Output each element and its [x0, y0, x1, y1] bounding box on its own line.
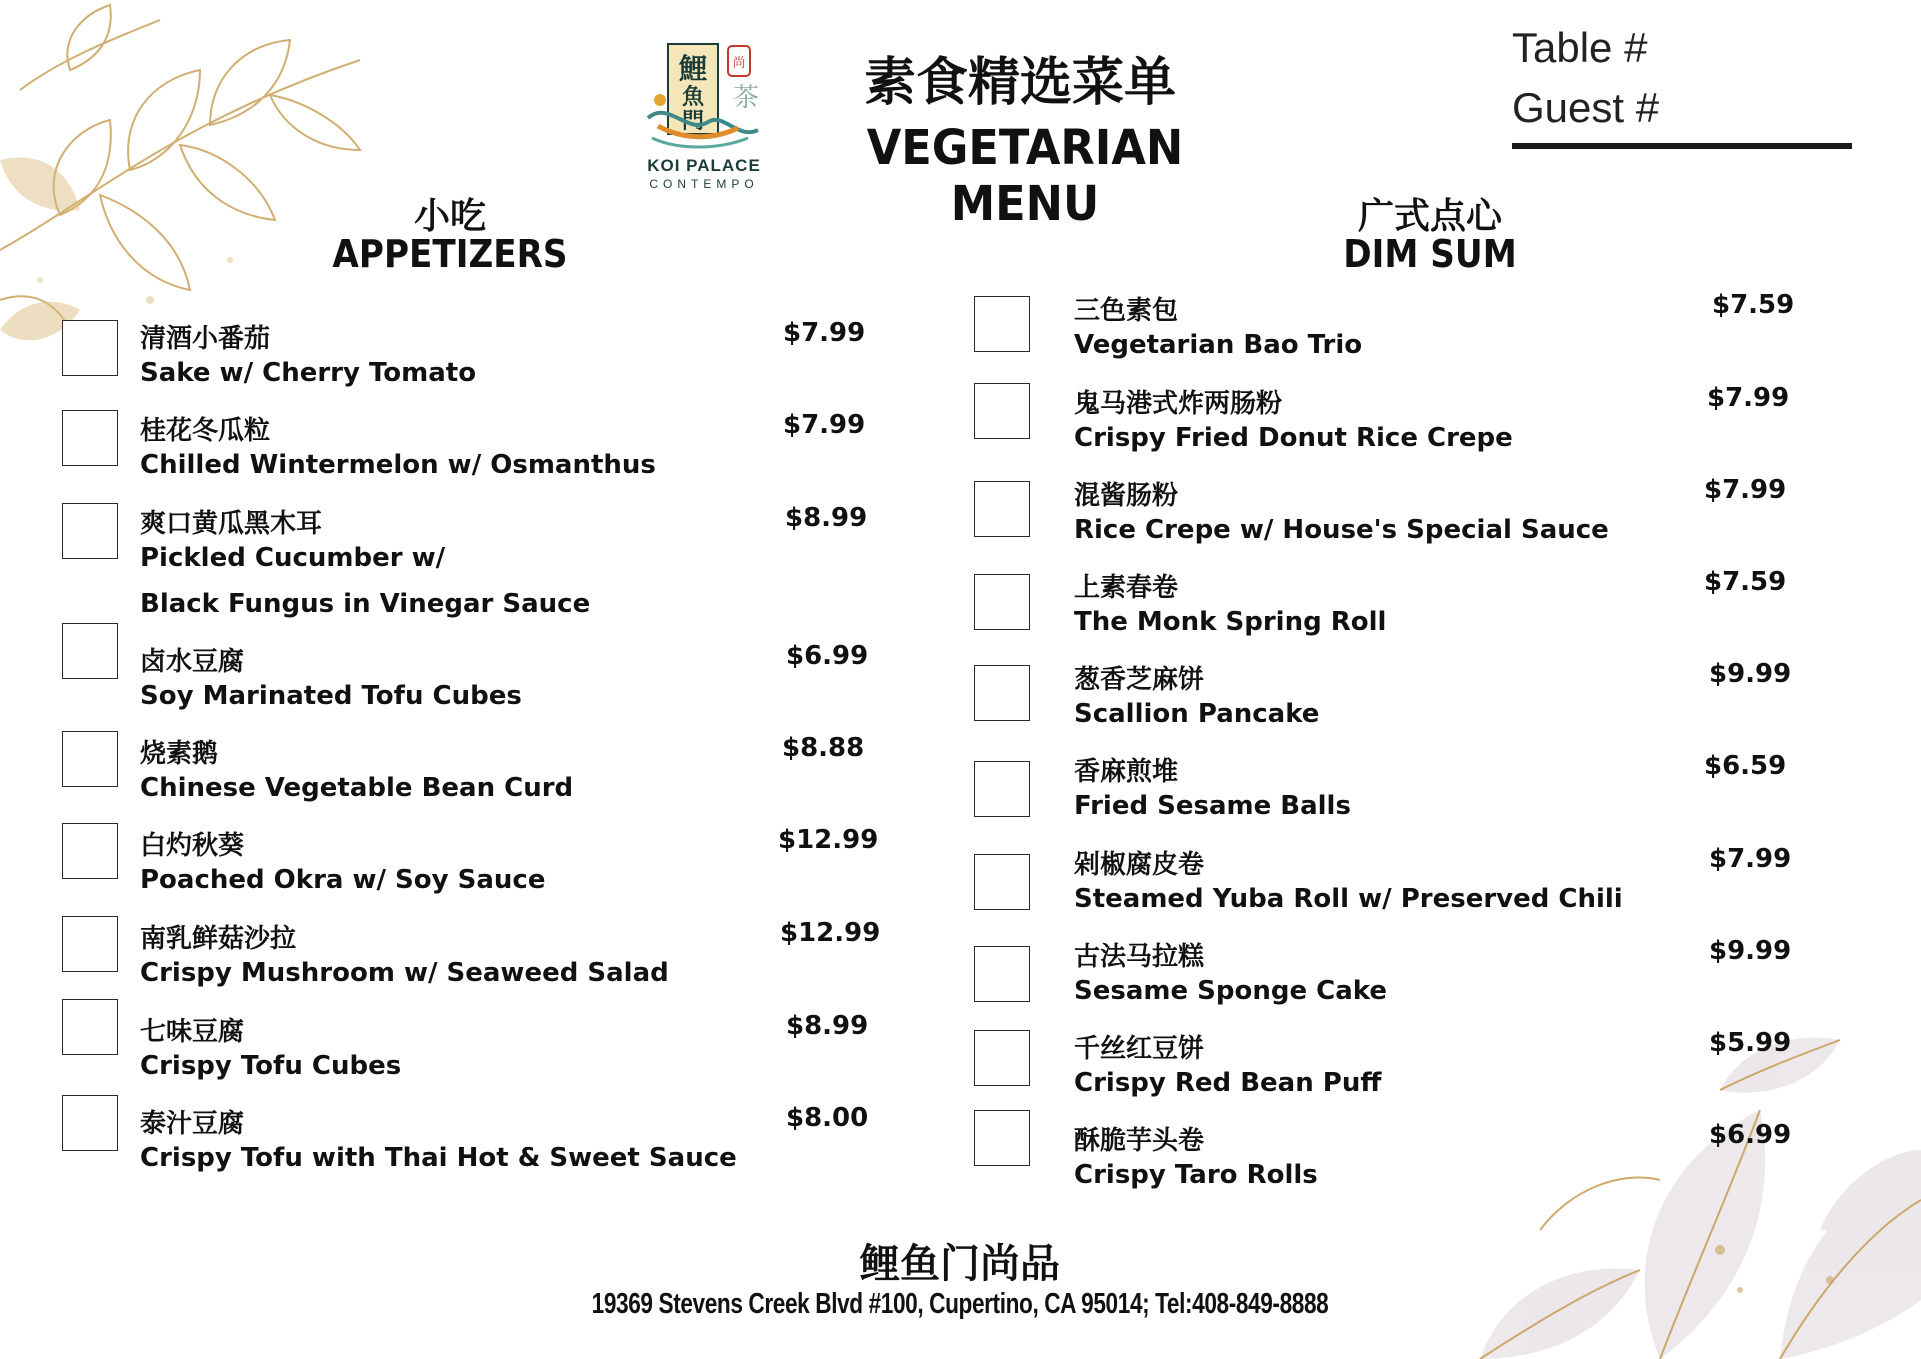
menu-item-checkbox[interactable] — [974, 296, 1030, 352]
menu-item-chinese-name: 白灼秋葵 — [140, 831, 245, 861]
menu-item-checkbox[interactable] — [62, 623, 118, 679]
menu-item-english-name: Sesame Sponge Cake — [1074, 976, 1388, 1006]
menu-item-chinese-name: 七味豆腐 — [140, 1017, 245, 1047]
menu-item-chinese-name: 清酒小番茄 — [140, 324, 271, 354]
menu-item-english-name: Crispy Taro Rolls — [1074, 1160, 1318, 1190]
menu-item-checkbox[interactable] — [62, 999, 118, 1055]
logo-subname: CONTEMPO — [649, 177, 759, 191]
table-number-label: Table # — [1512, 24, 1648, 71]
menu-item-checkbox[interactable] — [974, 854, 1030, 910]
pale-leaf-decoration-icon — [1360, 1000, 1921, 1359]
appetizers-heading: APPETIZERS — [332, 232, 568, 276]
menu-item-chinese-name: 千丝红豆饼 — [1074, 1034, 1205, 1064]
svg-text:茶: 茶 — [732, 83, 760, 113]
dimsum-heading-chinese: 广式点心 — [1357, 195, 1502, 237]
menu-item-english-name: Crispy Red Bean Puff — [1074, 1068, 1382, 1098]
menu-item-english-name: Black Fungus in Vinegar Sauce — [140, 589, 591, 619]
svg-text:鯉: 鯉 — [678, 52, 708, 85]
menu-item-chinese-name: 上素春卷 — [1074, 573, 1179, 603]
menu-item-chinese-name: 古法马拉糕 — [1074, 942, 1205, 972]
menu-item-checkbox[interactable] — [62, 823, 118, 879]
menu-item-english-name: Crispy Tofu with Thai Hot & Sweet Sauce — [140, 1143, 737, 1173]
menu-item-price: $9.99 — [1709, 659, 1792, 689]
menu-item-english-name: Chilled Wintermelon w/ Osmanthus — [140, 450, 656, 480]
menu-item-price: $9.99 — [1709, 936, 1792, 966]
svg-text:魚: 魚 — [681, 84, 705, 110]
menu-item-price: $6.99 — [1709, 1120, 1792, 1150]
svg-text:尚: 尚 — [732, 56, 746, 71]
gold-leaf-decoration-icon — [0, 0, 420, 360]
menu-item-price: $7.59 — [1704, 567, 1787, 597]
menu-item-english-name: Poached Okra w/ Soy Sauce — [140, 865, 546, 895]
menu-item-chinese-name: 烧素鹅 — [140, 739, 219, 769]
guest-number-label: Guest # — [1512, 84, 1660, 131]
menu-item-checkbox[interactable] — [974, 481, 1030, 537]
menu-item-chinese-name: 卤水豆腐 — [140, 647, 245, 677]
restaurant-address: 19369 Stevens Creek Blvd #100, Cupertino, CA 95014; Tel:408-849-8888 — [591, 1288, 1329, 1320]
menu-item-chinese-name: 混酱肠粉 — [1074, 481, 1179, 511]
menu-item-price: $7.99 — [1709, 844, 1792, 874]
menu-item-english-name: Rice Crepe w/ House's Special Sauce — [1074, 515, 1609, 545]
menu-item-chinese-name: 葱香芝麻饼 — [1074, 665, 1205, 695]
menu-item-price: $6.59 — [1704, 751, 1787, 781]
svg-text:門: 門 — [681, 108, 705, 134]
menu-item-english-name: Crispy Mushroom w/ Seaweed Salad — [140, 958, 669, 988]
menu-item-checkbox[interactable] — [974, 1030, 1030, 1086]
menu-item-price: $12.99 — [780, 918, 881, 948]
menu-item-chinese-name: 鬼马港式炸两肠粉 — [1074, 389, 1283, 419]
menu-item-chinese-name: 剁椒腐皮卷 — [1074, 850, 1205, 880]
menu-item-english-name: Crispy Fried Donut Rice Crepe — [1074, 423, 1513, 453]
menu-item-chinese-name: 桂花冬瓜粒 — [140, 416, 271, 446]
menu-item-checkbox[interactable] — [974, 1110, 1030, 1166]
appetizers-heading-chinese: 小吃 — [413, 195, 486, 237]
menu-item-checkbox[interactable] — [974, 574, 1030, 630]
menu-item-checkbox[interactable] — [974, 665, 1030, 721]
menu-item-english-name: Chinese Vegetable Bean Curd — [140, 773, 574, 803]
menu-item-checkbox[interactable] — [974, 761, 1030, 817]
menu-item-english-name: Crispy Tofu Cubes — [140, 1051, 402, 1081]
menu-item-price: $8.99 — [785, 503, 868, 533]
menu-item-price: $8.99 — [786, 1011, 869, 1041]
menu-item-price: $12.99 — [778, 825, 879, 855]
page-title: VEGETARIAN MENU — [866, 120, 1184, 232]
menu-item-price: $8.00 — [786, 1103, 869, 1133]
menu-item-price: $6.99 — [786, 641, 869, 671]
menu-item-price: $5.99 — [1709, 1028, 1792, 1058]
menu-item-chinese-name: 泰汁豆腐 — [140, 1109, 245, 1139]
menu-item-price: $7.99 — [783, 318, 866, 348]
restaurant-name-chinese: 鲤鱼门尚品 — [860, 1240, 1060, 1287]
menu-item-price: $8.88 — [782, 733, 865, 763]
menu-item-price: $7.59 — [1712, 290, 1795, 320]
menu-item-chinese-name: 酥脆芋头卷 — [1074, 1126, 1205, 1156]
menu-item-checkbox[interactable] — [974, 383, 1030, 439]
menu-item-price: $7.99 — [783, 410, 866, 440]
menu-item-english-name: Soy Marinated Tofu Cubes — [140, 681, 522, 711]
menu-item-english-name: Fried Sesame Balls — [1074, 791, 1351, 821]
menu-item-price: $7.99 — [1704, 475, 1787, 505]
menu-item-english-name: Pickled Cucumber w/ — [140, 543, 446, 573]
menu-item-chinese-name: 南乳鲜菇沙拉 — [140, 924, 297, 954]
menu-item-english-name: Scallion Pancake — [1074, 699, 1320, 729]
menu-item-english-name: Steamed Yuba Roll w/ Preserved Chili — [1074, 884, 1623, 914]
menu-item-english-name: The Monk Spring Roll — [1074, 607, 1387, 637]
menu-item-english-name: Sake w/ Cherry Tomato — [140, 358, 477, 388]
menu-item-checkbox[interactable] — [974, 946, 1030, 1002]
logo-name: KOI PALACE — [647, 156, 761, 175]
menu-item-chinese-name: 爽口黄瓜黑木耳 — [140, 509, 323, 539]
menu-item-checkbox[interactable] — [62, 731, 118, 787]
table-guest-underline — [1512, 143, 1852, 149]
menu-item-chinese-name: 三色素包 — [1074, 296, 1179, 326]
dimsum-heading: DIM SUM — [1343, 232, 1517, 276]
menu-item-price: $7.99 — [1707, 383, 1790, 413]
menu-item-checkbox[interactable] — [62, 916, 118, 972]
page-title-chinese: 素食精选菜单 — [863, 52, 1176, 113]
menu-item-english-name: Vegetarian Bao Trio — [1074, 330, 1363, 360]
menu-item-checkbox[interactable] — [62, 1095, 118, 1151]
menu-item-checkbox[interactable] — [62, 320, 118, 376]
menu-item-chinese-name: 香麻煎堆 — [1074, 757, 1179, 787]
menu-item-checkbox[interactable] — [62, 503, 118, 559]
menu-item-checkbox[interactable] — [62, 410, 118, 466]
